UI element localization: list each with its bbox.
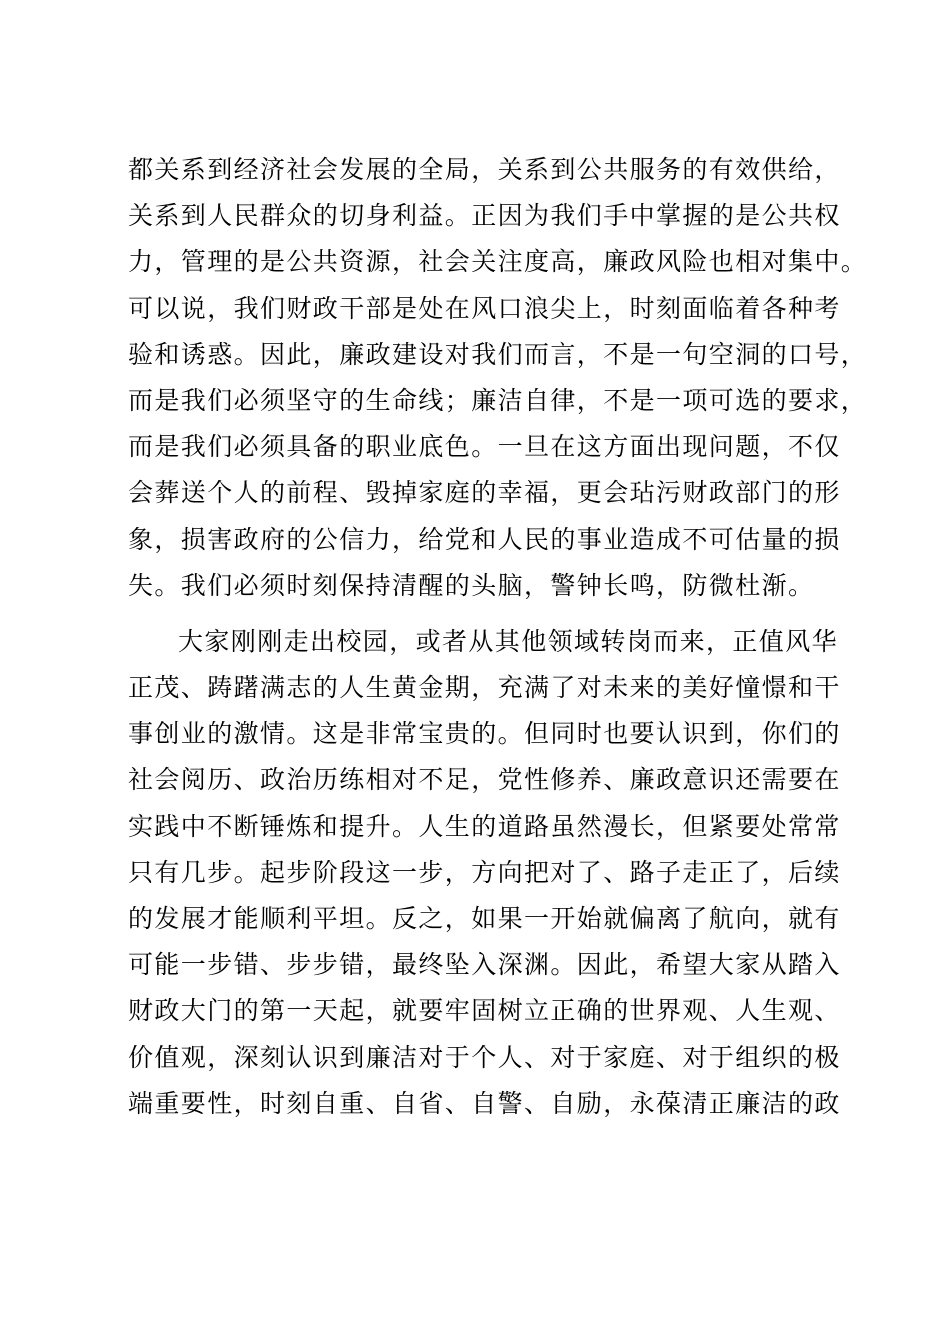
text-line: 价值观，深刻认识到廉洁对于个人、对于家庭、对于组织的极 bbox=[128, 1042, 841, 1072]
text-line: 社会阅历、政治历练相对不足，党性修养、廉政意识还需要在 bbox=[128, 765, 841, 795]
text-line: 象，损害政府的公信力，给党和人民的事业造成不可估量的损 bbox=[128, 524, 841, 554]
text-line: 验和诱惑。因此，廉政建设对我们而言，不是一句空洞的口号， bbox=[128, 339, 868, 369]
body-text bbox=[128, 147, 868, 1127]
paragraph-1 bbox=[128, 147, 868, 609]
text-line: 大家刚刚走出校园，或者从其他领域转岗而来，正值风华 bbox=[178, 626, 839, 656]
text-line: 而是我们必须具备的职业底色。一旦在这方面出现问题，不仅 bbox=[128, 432, 841, 462]
text-line: 可能一步错、步步错，最终坠入深渊。因此，希望大家从踏入 bbox=[128, 950, 841, 980]
text-line: 会葬送个人的前程、毁掉家庭的幸福，更会玷污财政部门的形 bbox=[128, 478, 841, 508]
text-line: 而是我们必须坚守的生命线；廉洁自律，不是一项可选的要求， bbox=[128, 385, 868, 415]
text-line: 实践中不断锤炼和提升。人生的道路虽然漫长，但紧要处常常 bbox=[128, 811, 841, 841]
paragraph-spacer bbox=[128, 609, 838, 619]
text-line: 力，管理的是公共资源，社会关注度高，廉政风险也相对集中。 bbox=[128, 247, 868, 277]
text-line: 财政大门的第一天起，就要牢固树立正确的世界观、人生观、 bbox=[128, 996, 841, 1026]
text-line: 只有几步。起步阶段这一步，方向把对了、路子走正了，后续 bbox=[128, 857, 841, 887]
text-line: 端重要性，时刻自重、自省、自警、自励，永葆清正廉洁的政 bbox=[128, 1088, 841, 1118]
text-line: 可以说，我们财政干部是处在风口浪尖上，时刻面临着各种考 bbox=[128, 293, 841, 323]
text-line: 正茂、踌躇满志的人生黄金期，充满了对未来的美好憧憬和干 bbox=[128, 673, 841, 703]
text-line: 失。我们必须时刻保持清醒的头脑，警钟长鸣，防微杜渐。 bbox=[128, 570, 815, 600]
text-line: 都关系到经济社会发展的全局，关系到公共服务的有效供给， bbox=[128, 155, 841, 184]
paragraph-2 bbox=[128, 619, 841, 1127]
text-line: 关系到人民群众的切身利益。正因为我们手中掌握的是公共权 bbox=[128, 201, 841, 231]
text-line: 事创业的激情。这是非常宝贵的。但同时也要认识到，你们的 bbox=[128, 719, 841, 749]
text-line: 的发展才能顺利平坦。反之，如果一开始就偏离了航向，就有 bbox=[128, 904, 841, 933]
